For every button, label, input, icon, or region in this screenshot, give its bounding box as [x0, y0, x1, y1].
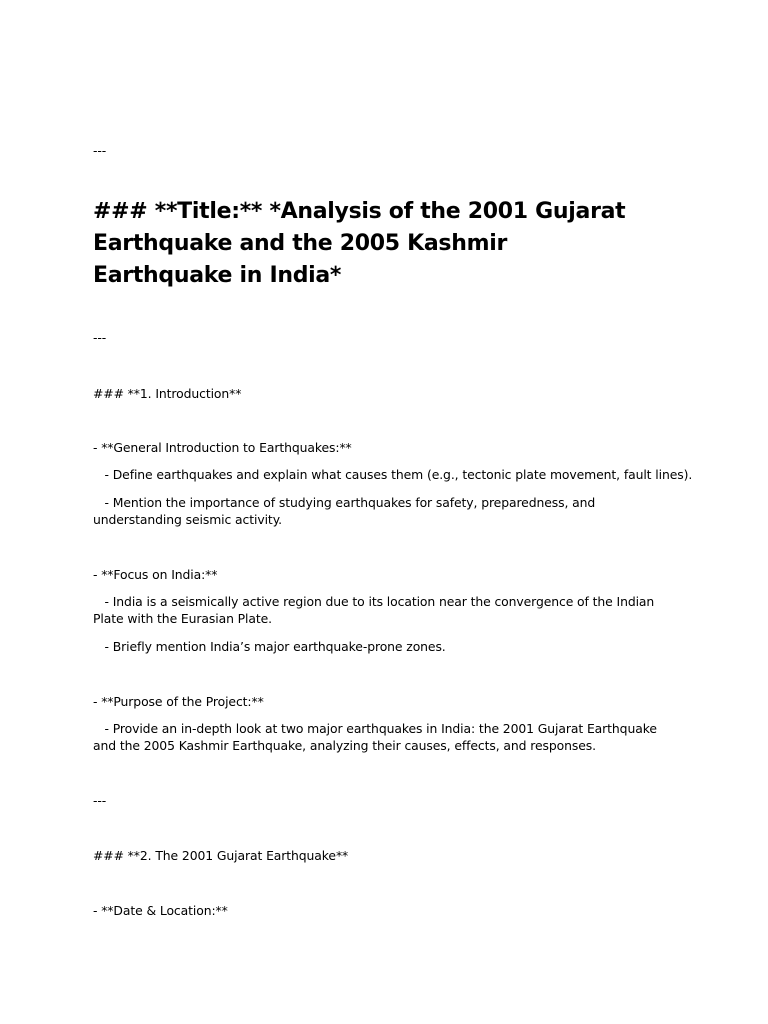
sub-list-item: - Provide an in-depth look at two major earthquakes in India: the 2001 Gujarat Earthquake and the 2005 Kashmir Earthquake, analyzing their causes, effects, and responses.	[93, 721, 661, 754]
sub-list-item: - Define earthquakes and explain what causes them (e.g., tectonic plate movement, fault lines).	[93, 467, 693, 482]
sub-list-item: - India is a seismically active region due to its location near the convergence of the Indian Plate with the Eurasian Plate.	[93, 594, 659, 627]
sub-list-item: - Briefly mention India’s major earthquake-prone zones.	[93, 639, 446, 654]
list-item-date-location: - **Date & Location:**	[93, 903, 228, 918]
section-heading-introduction: ### **1. Introduction**	[93, 386, 242, 401]
document-title: ### **Title:** *Analysis of the 2001 Gujarat Earthquake and the 2005 Kashmir Earthquake in India*	[93, 199, 626, 288]
sub-list-item: - Mention the importance of studying earthquakes for safety, preparedness, and understanding seismic activity.	[93, 495, 599, 528]
section-heading-gujarat: ### **2. The 2001 Gujarat Earthquake**	[93, 848, 349, 863]
list-item-purpose: - **Purpose of the Project:**	[93, 694, 264, 709]
list-item-general-introduction: - **General Introduction to Earthquakes:**	[93, 440, 352, 455]
separator-line: ---	[93, 793, 107, 808]
separator-line: ---	[93, 330, 107, 345]
list-item-focus-on-india: - **Focus on India:**	[93, 567, 218, 582]
separator-line: ---	[93, 143, 107, 158]
